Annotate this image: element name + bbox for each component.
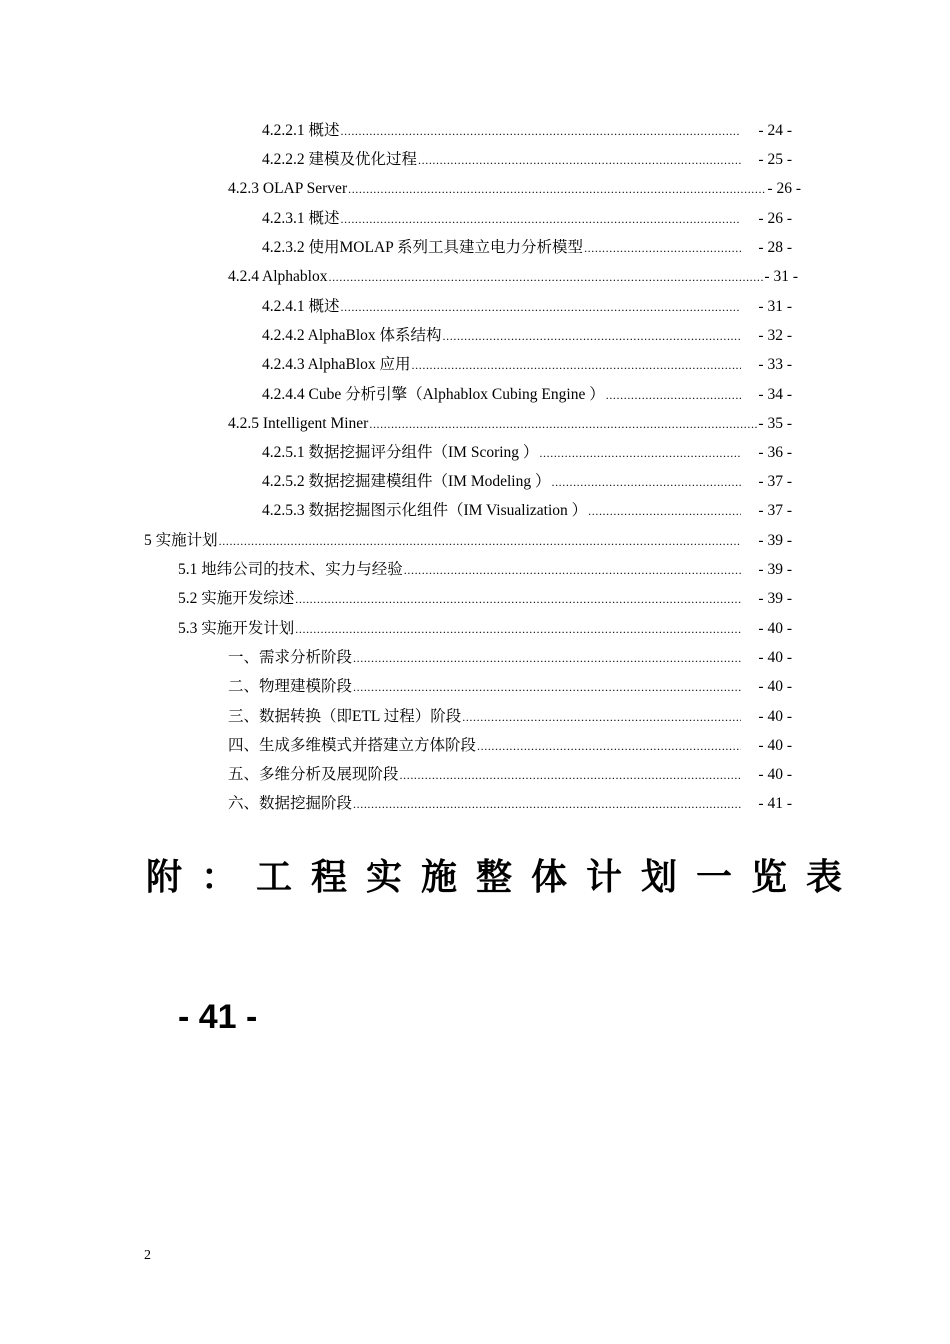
page-number-large: - 41 - (178, 998, 258, 1036)
toc-leader (219, 530, 742, 552)
toc-leader (353, 793, 741, 815)
toc-entry-label: 4.2.4.3 AlphaBlox 应用 (262, 356, 411, 373)
toc-entry-label: 5.1 地纬公司的技术、实力与经验 (178, 561, 403, 578)
toc-entry-label: 4.2.4.4 Cube 分析引擎（Alphablox Cubing Engine ） (262, 386, 605, 403)
toc-entry-label: 4.2.3.1 概述 (262, 210, 340, 227)
toc-entry-label: 4.2.5.3 数据挖掘图示化组件（IM Visualization ） (262, 502, 588, 519)
toc-entry-page: - 26 - (758, 210, 792, 227)
toc-entry[interactable] (228, 735, 792, 757)
toc-leader (606, 384, 742, 406)
toc-entry-label: 4.2.5 Intelligent Miner (228, 415, 369, 432)
toc-entry-page: - 40 - (758, 766, 792, 783)
toc-leader (295, 588, 741, 610)
toc-entry-page: - 41 - (758, 795, 792, 812)
toc-entry-page: - 40 - (758, 708, 792, 725)
toc-entry-label: 二、物理建模阶段 (228, 678, 353, 695)
toc-entry-page: - 40 - (758, 678, 792, 695)
toc-entry-label: 五、多维分析及展现阶段 (228, 766, 399, 783)
toc-entry-page: - 36 - (758, 444, 792, 461)
toc-entry-page: - 28 - (758, 239, 792, 256)
toc-entry[interactable] (228, 266, 798, 288)
toc-entry[interactable] (262, 237, 792, 259)
toc-leader (328, 266, 763, 288)
toc-entry[interactable] (262, 325, 792, 347)
toc-entry-page: - 26 - (767, 180, 801, 197)
toc-leader (412, 354, 742, 376)
toc-leader (584, 237, 741, 259)
toc-leader (477, 735, 741, 757)
toc-leader (369, 413, 757, 435)
toc-entry-label: 4.2.5.2 数据挖掘建模组件（IM Modeling ） (262, 473, 551, 490)
toc-entry-page: - 37 - (758, 502, 792, 519)
toc-entry[interactable] (262, 296, 792, 318)
toc-entry-label: 5.2 实施开发综述 (178, 590, 295, 607)
toc-entry-page: - 40 - (758, 649, 792, 666)
toc-entry-label: 4.2.2.2 建模及优化过程 (262, 151, 418, 168)
toc-entry-label: 5.3 实施开发计划 (178, 620, 295, 637)
toc-entry-page: - 34 - (758, 386, 792, 403)
toc-leader (341, 296, 742, 318)
toc-leader (400, 764, 742, 786)
toc-leader (404, 559, 742, 581)
toc-entry-page: - 35 - (758, 415, 792, 432)
toc-leader (341, 120, 742, 142)
toc-entry[interactable] (178, 618, 792, 640)
toc-leader (551, 471, 741, 493)
toc-leader (588, 500, 741, 522)
toc-entry-page: - 39 - (758, 590, 792, 607)
toc-entry[interactable] (262, 500, 792, 522)
toc-entry-page: - 40 - (758, 620, 792, 637)
toc-entry[interactable] (228, 793, 792, 815)
toc-entry-page: - 31 - (758, 298, 792, 315)
toc-entry-page: - 31 - (764, 268, 798, 285)
toc-entry[interactable] (228, 676, 792, 698)
toc-entry[interactable] (228, 706, 792, 728)
toc-entry-label: 5 实施计划 (144, 532, 218, 549)
toc-leader (341, 208, 742, 230)
toc-entry-label: 4.2.5.1 数据挖掘评分组件（IM Scoring ） (262, 444, 539, 461)
toc-entry[interactable] (228, 413, 792, 435)
toc-entry-page: - 40 - (758, 737, 792, 754)
toc-entry-label: 4.2.4 Alphablox (228, 268, 328, 285)
toc-entry-label: 一、需求分析阶段 (228, 649, 353, 666)
toc-entry-page: - 32 - (758, 327, 792, 344)
toc-entry[interactable] (262, 442, 792, 464)
toc-entry[interactable] (178, 588, 792, 610)
toc-entry-page: - 39 - (758, 532, 792, 549)
toc-entry-page: - 37 - (758, 473, 792, 490)
toc-entry-label: 六、数据挖掘阶段 (228, 795, 353, 812)
toc-entry[interactable] (262, 208, 792, 230)
toc-entry[interactable] (228, 178, 801, 200)
toc-entry-page: - 39 - (758, 561, 792, 578)
toc-entry[interactable] (228, 764, 792, 786)
footer-page-number: 2 (144, 1248, 151, 1263)
toc-leader (443, 325, 742, 347)
toc-leader (353, 647, 741, 669)
toc-leader (418, 149, 741, 171)
toc-entry[interactable] (178, 559, 792, 581)
toc-entry-label: 四、生成多维模式并搭建立方体阶段 (228, 737, 477, 754)
toc-entry[interactable] (144, 530, 792, 552)
toc-entry[interactable] (262, 384, 792, 406)
appendix-heading: 附：工程实施整体计划一览表 (146, 857, 862, 898)
toc-leader (348, 178, 766, 200)
toc-leader (462, 706, 741, 728)
toc-entry-label: 4.2.4.2 AlphaBlox 体系结构 (262, 327, 442, 344)
toc-entry[interactable] (262, 120, 792, 142)
toc-entry-label: 三、数据转换（即ETL 过程）阶段 (228, 708, 462, 725)
toc-entry[interactable] (262, 149, 792, 171)
toc-entry-label: 4.2.2.1 概述 (262, 122, 340, 139)
toc-entry-label: 4.2.3.2 使用MOLAP 系列工具建立电力分析模型 (262, 239, 584, 256)
toc-entry[interactable] (228, 647, 792, 669)
toc-entry-page: - 24 - (758, 122, 792, 139)
toc-leader (539, 442, 741, 464)
toc-entry-label: 4.2.3 OLAP Server (228, 180, 348, 197)
toc-entry-label: 4.2.4.1 概述 (262, 298, 340, 315)
toc-entry[interactable] (262, 471, 792, 493)
toc-leader (295, 618, 741, 640)
toc-entry-page: - 25 - (758, 151, 792, 168)
toc-leader (353, 676, 741, 698)
toc-entry-page: - 33 - (758, 356, 792, 373)
toc-entry[interactable] (262, 354, 792, 376)
